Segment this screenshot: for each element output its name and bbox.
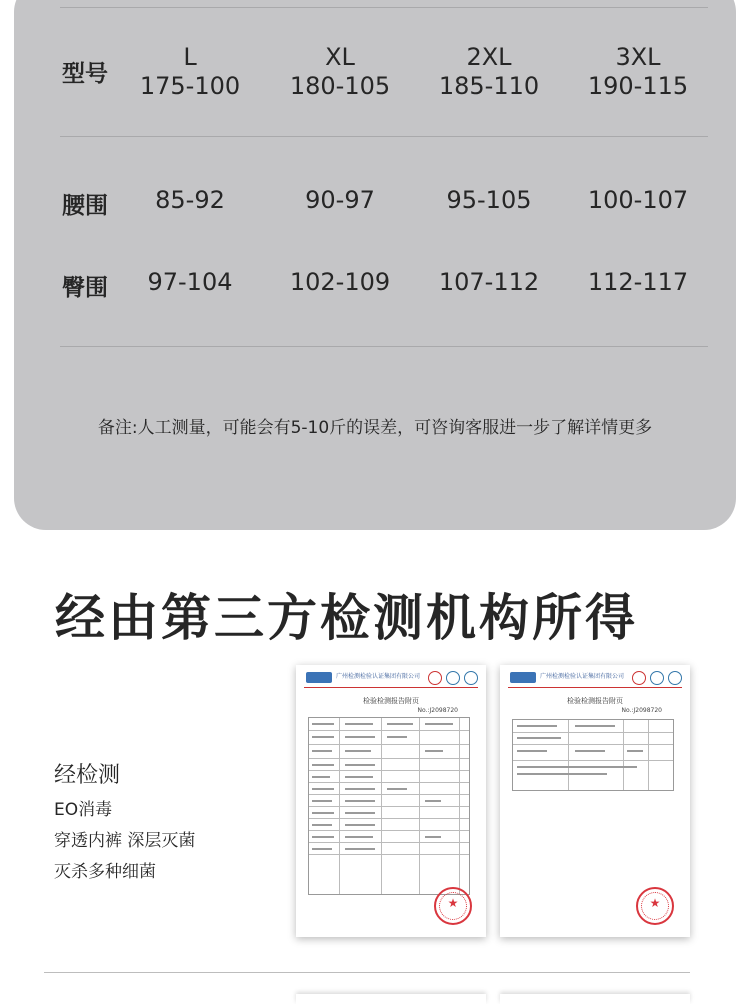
table-row-line <box>309 794 469 795</box>
feature-item: 穿透内裤 深层灭菌 <box>54 831 196 851</box>
waist-row-label: 腰围 <box>62 193 108 219</box>
table-col-line <box>648 720 649 790</box>
table-divider <box>60 136 708 137</box>
gttc-logo-icon <box>306 672 332 683</box>
hip-value: 97-104 <box>147 268 233 296</box>
cma-mark-icon <box>428 671 442 685</box>
table-row-line <box>309 730 469 731</box>
size-column-3xl <box>553 43 723 101</box>
ilac-mark-icon <box>650 671 664 685</box>
text-line <box>312 764 334 766</box>
text-line <box>387 788 407 790</box>
table-row-line <box>309 830 469 831</box>
next-report-peek <box>500 994 690 1004</box>
waist-value: 90-97 <box>305 186 375 214</box>
text-line <box>387 723 413 725</box>
table-col-line <box>568 720 569 790</box>
size-range: 180-105 <box>289 72 391 100</box>
size-name: 3XL <box>615 43 661 71</box>
hip-value: 112-117 <box>587 268 689 296</box>
text-line <box>312 824 332 826</box>
text-line <box>345 824 375 826</box>
text-line <box>425 750 443 752</box>
size-name: XL <box>325 43 355 71</box>
text-line <box>345 764 375 766</box>
text-line <box>312 750 332 752</box>
table-row-line <box>309 782 469 783</box>
text-line <box>312 836 334 838</box>
text-line <box>627 750 643 752</box>
star-icon: ★ <box>447 896 459 910</box>
text-line <box>575 725 615 727</box>
size-column-xl <box>255 43 425 101</box>
text-line <box>387 736 407 738</box>
table-row-line <box>309 758 469 759</box>
inspection-lead: 经检测 <box>54 763 121 788</box>
header-rule <box>304 687 478 688</box>
report-number: No.:J2098720 <box>417 707 458 714</box>
test-report-page <box>500 665 690 937</box>
next-report-peek <box>296 994 486 1004</box>
model-row-label: 型号 <box>62 61 108 87</box>
feature-item: 灭杀多种细菌 <box>54 862 156 882</box>
waist-value: 95-105 <box>446 186 532 214</box>
report-number: No.:J2098720 <box>621 707 662 714</box>
size-column-2xl <box>404 43 574 101</box>
text-line <box>517 773 607 775</box>
text-line <box>517 737 561 739</box>
report-title: 检验检测报告附页 <box>567 697 623 705</box>
report-org: 广州检测检验认证集团有限公司 <box>540 673 625 680</box>
text-line <box>345 776 373 778</box>
text-line <box>517 725 557 727</box>
text-line <box>517 750 547 752</box>
size-range: 185-110 <box>438 72 540 100</box>
text-line <box>312 848 332 850</box>
inspection-headline: 经由第三方检测机构所得 <box>55 589 638 647</box>
feature-item: EO消毒 <box>54 800 113 820</box>
size-range: 175-100 <box>139 72 241 100</box>
official-stamp <box>434 887 472 925</box>
report-org: 广州检测检验认证集团有限公司 <box>336 673 421 680</box>
hip-value: 107-112 <box>438 268 540 296</box>
text-line <box>425 723 453 725</box>
text-line <box>345 750 371 752</box>
report-title: 检验检测报告附页 <box>363 697 419 705</box>
accreditation-marks <box>632 671 682 683</box>
measurement-note: 备注:人工测量，可能会有5-10斤的误差，可咨询客服进一步了解详情更多 <box>97 418 653 438</box>
text-line <box>312 800 332 802</box>
text-line <box>517 766 637 768</box>
report-table <box>308 717 470 895</box>
text-line <box>312 788 334 790</box>
text-line <box>345 800 375 802</box>
table-row-line <box>513 744 673 745</box>
cnas-mark-icon <box>668 671 682 685</box>
gttc-logo-icon <box>510 672 536 683</box>
table-row-line <box>309 806 469 807</box>
text-line <box>312 812 334 814</box>
section-divider <box>44 972 690 973</box>
official-stamp <box>636 887 674 925</box>
header-rule <box>508 687 682 688</box>
text-line <box>345 812 375 814</box>
table-row-line <box>309 744 469 745</box>
table-divider <box>60 346 708 347</box>
text-line <box>345 848 375 850</box>
waist-value: 85-92 <box>155 186 225 214</box>
text-line <box>345 736 375 738</box>
size-column-l <box>105 43 275 101</box>
text-line <box>345 788 375 790</box>
waist-value: 100-107 <box>587 186 689 214</box>
table-row-line <box>513 732 673 733</box>
text-line <box>345 836 373 838</box>
text-line <box>312 776 330 778</box>
hip-value: 102-109 <box>289 268 391 296</box>
size-range: 190-115 <box>587 72 689 100</box>
size-name: L <box>183 43 197 71</box>
report-table <box>512 719 674 791</box>
text-line <box>425 836 441 838</box>
ilac-mark-icon <box>446 671 460 685</box>
table-row-line <box>309 818 469 819</box>
cnas-mark-icon <box>464 671 478 685</box>
text-line <box>312 723 334 725</box>
table-row-line <box>309 854 469 855</box>
text-line <box>575 750 605 752</box>
text-line <box>425 800 441 802</box>
table-row-line <box>309 842 469 843</box>
size-name: 2XL <box>466 43 512 71</box>
table-divider <box>60 7 708 8</box>
table-row-line <box>309 770 469 771</box>
cma-mark-icon <box>632 671 646 685</box>
text-line <box>312 736 334 738</box>
table-col-line <box>623 720 624 790</box>
star-icon: ★ <box>649 896 661 910</box>
text-line <box>345 723 373 725</box>
test-report-page <box>296 665 486 937</box>
hip-row-label: 臀围 <box>62 275 108 301</box>
table-row-line <box>513 760 673 761</box>
accreditation-marks <box>428 671 478 683</box>
